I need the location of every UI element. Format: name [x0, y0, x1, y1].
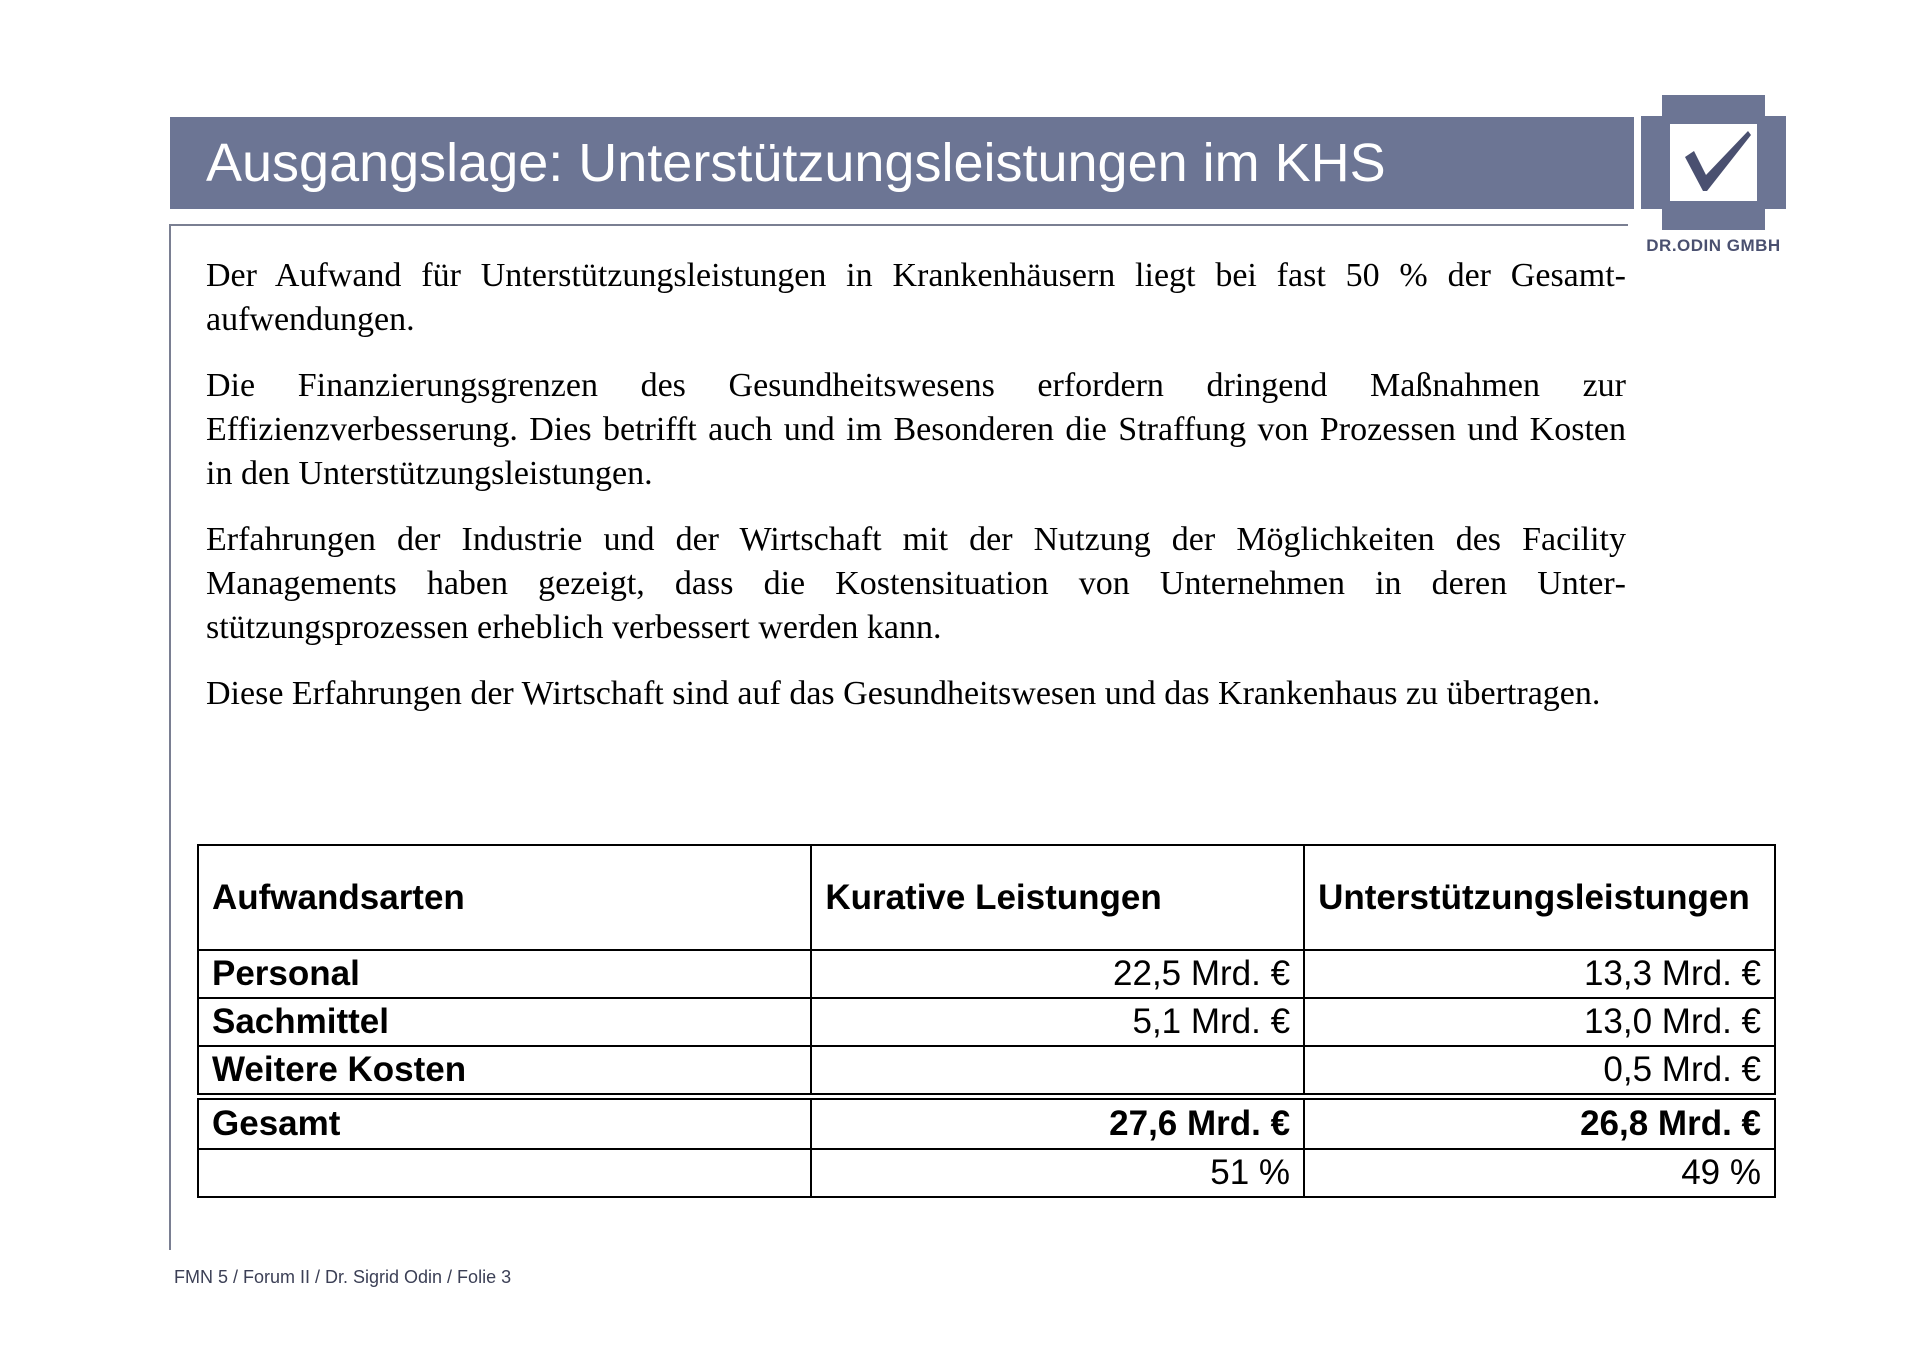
table-row [198, 998, 1775, 1046]
value-cell: 22,5 Mrd. € [811, 950, 1304, 998]
slide-title: Ausgangslage: Unterstützungsleistungen im KHS [206, 133, 1386, 193]
paragraph: Diese Erfahrungen der Wirtschaft sind auf das Gesundheitswesen und das Krankenhaus zu übertragen. [206, 675, 1601, 712]
frame-top-rule [170, 224, 1628, 226]
share-value: 51 % [811, 1149, 1304, 1197]
frame-left-rule [169, 224, 171, 1250]
row-label: Gesamt [198, 1097, 811, 1150]
total-row [198, 1097, 1775, 1150]
table-row [198, 950, 1775, 998]
paragraph: Die Finanzierungsgrenzen des Gesundheitswesens erfordern dringend Maßnahmen zur Effizienzverbesserung. Dies betrifft auch und im Besonderen die Straffung von Prozessen und Kosten in den Unterstützungsleistungen. [206, 367, 1626, 492]
paragraph: Der Aufwand für Unterstützungsleistungen in Krankenhäusern liegt bei fast 50 % der Gesamtaufwendungen. [206, 257, 1626, 338]
header-cell: Aufwandsarten [198, 845, 811, 950]
table-header-row [198, 845, 1775, 950]
footer-text: FMN 5 / Forum II / Dr. Sigrid Odin / Folie 3 [174, 1267, 512, 1287]
checkmark-cross-icon [1641, 95, 1786, 230]
paragraph: Erfahrungen der Industrie und der Wirtschaft mit der Nutzung der Möglichkeiten des Facility Managements haben gezeigt, dass die Kostensituation von Unternehmen in deren Unterstützungsprozessen erheblich verbessert werden kann. [206, 521, 1626, 646]
company-logo [1641, 95, 1786, 255]
total-value: 26,8 Mrd. € [1304, 1097, 1775, 1150]
value-cell: 13,3 Mrd. € [1304, 950, 1775, 998]
total-value: 27,6 Mrd. € [811, 1097, 1304, 1150]
brand-name: DR.ODIN GMBH [1646, 236, 1781, 255]
row-label [198, 1149, 811, 1197]
cost-table [197, 844, 1776, 1198]
value-cell [811, 1046, 1304, 1097]
value-cell: 13,0 Mrd. € [1304, 998, 1775, 1046]
body-text [206, 254, 1626, 738]
header-cell: Kurative Leistungen [811, 845, 1304, 950]
row-label: Sachmittel [198, 998, 811, 1046]
title-bar [170, 117, 1634, 209]
row-label: Weitere Kosten [198, 1046, 811, 1097]
share-value: 49 % [1304, 1149, 1775, 1197]
row-label: Personal [198, 950, 811, 998]
table-row [198, 1046, 1775, 1097]
value-cell: 0,5 Mrd. € [1304, 1046, 1775, 1097]
value-cell: 5,1 Mrd. € [811, 998, 1304, 1046]
share-row [198, 1149, 1775, 1197]
header-cell: Unterstützungsleistungen [1304, 845, 1775, 950]
